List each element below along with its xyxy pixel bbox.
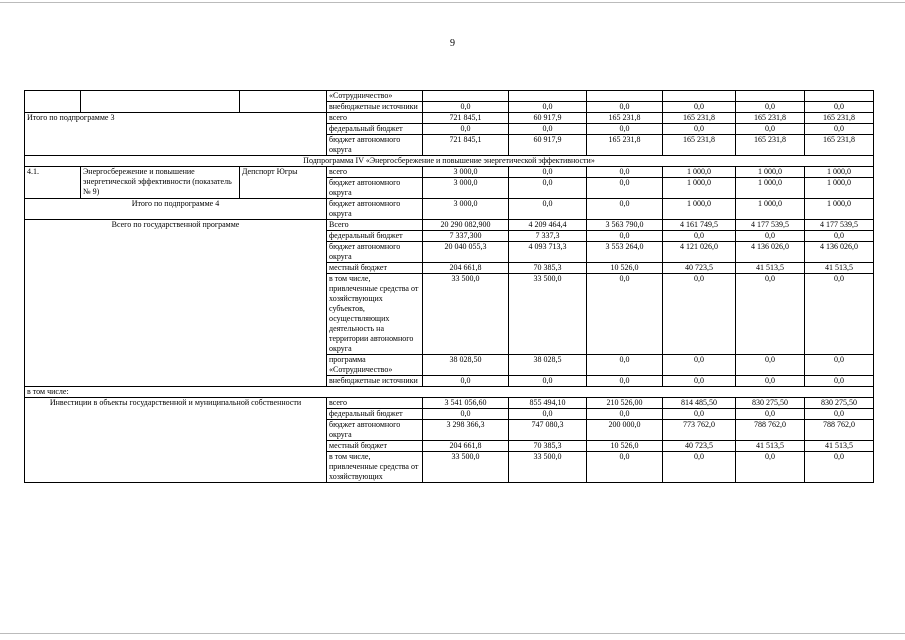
value-cell: 0,0 [736, 355, 805, 376]
row-label: в том числе, привлеченные средства от хозяйствующих [327, 452, 423, 483]
table-row [25, 398, 874, 409]
row-label: федеральный бюджет [327, 409, 423, 420]
value-cell: 0,0 [736, 452, 805, 483]
value-cell: 70 385,3 [509, 441, 587, 452]
row-label: всего [327, 398, 423, 409]
value-cell: 165 231,8 [805, 135, 874, 156]
value-cell: 0,0 [587, 102, 663, 113]
row-label: Всего [327, 220, 423, 231]
value-cell: 7 337,3 [509, 231, 587, 242]
value-cell: 855 494,10 [509, 398, 587, 409]
value-cell: 60 917,9 [509, 113, 587, 124]
row-label: местный бюджет [327, 263, 423, 274]
value-cell: 0,0 [805, 124, 874, 135]
value-cell: 210 526,00 [587, 398, 663, 409]
value-cell: 0,0 [805, 274, 874, 355]
value-cell: 0,0 [587, 178, 663, 199]
value-cell: 204 661,8 [423, 441, 509, 452]
value-cell: 0,0 [805, 376, 874, 387]
row-label: бюджет автономного округа [327, 178, 423, 199]
value-cell: 0,0 [663, 452, 736, 483]
row-label: «Сотрудничество» [327, 91, 423, 102]
value-cell: 721 845,1 [423, 113, 509, 124]
value-cell: 0,0 [805, 355, 874, 376]
value-cell: 40 723,5 [663, 441, 736, 452]
value-cell: 200 000,0 [587, 420, 663, 441]
value-cell: 10 526,0 [587, 441, 663, 452]
value-cell: 830 275,50 [736, 398, 805, 409]
value-cell: 4 209 464,4 [509, 220, 587, 231]
value-cell: 0,0 [736, 376, 805, 387]
value-cell: 0,0 [509, 199, 587, 220]
value-cell: 1 000,0 [663, 178, 736, 199]
value-cell: 0,0 [509, 102, 587, 113]
bottom-scan-edge [0, 633, 905, 634]
table-row [25, 220, 874, 231]
value-cell: 1 000,0 [805, 167, 874, 178]
value-cell: 165 231,8 [736, 113, 805, 124]
subtotal-title: Итого по подпрограмме 3 [25, 113, 327, 156]
value-cell: 165 231,8 [663, 113, 736, 124]
value-cell: 1 000,0 [663, 199, 736, 220]
value-cell: 165 231,8 [587, 135, 663, 156]
row-label: бюджет автономного округа [327, 135, 423, 156]
value-cell: 41 513,5 [805, 441, 874, 452]
row-label: внебюджетные источники [327, 376, 423, 387]
value-cell: 33 500,0 [509, 274, 587, 355]
value-cell: 1 000,0 [736, 199, 805, 220]
value-cell: 0,0 [663, 231, 736, 242]
value-cell: 1 000,0 [736, 167, 805, 178]
value-cell: 70 385,3 [509, 263, 587, 274]
value-cell: 1 000,0 [805, 178, 874, 199]
value-cell: 0,0 [805, 102, 874, 113]
value-cell: 0,0 [587, 409, 663, 420]
value-cell: 10 526,0 [587, 263, 663, 274]
value-cell: 0,0 [736, 274, 805, 355]
value-cell: 0,0 [663, 124, 736, 135]
value-cell: 40 723,5 [663, 263, 736, 274]
row-label: бюджет автономного округа [327, 199, 423, 220]
table-row [25, 156, 874, 167]
value-cell: 747 080,3 [509, 420, 587, 441]
table-row [25, 91, 874, 102]
item-number: 4.1. [25, 167, 81, 199]
value-cell: 0,0 [423, 409, 509, 420]
subtotal-title: Итого по подпрограмме 4 [25, 199, 327, 220]
value-cell: 4 177 539,5 [736, 220, 805, 231]
value-cell: 1 000,0 [663, 167, 736, 178]
value-cell: 0,0 [509, 178, 587, 199]
value-cell: 20 040 055,3 [423, 242, 509, 263]
value-cell: 773 762,0 [663, 420, 736, 441]
value-cell: 41 513,5 [805, 263, 874, 274]
value-cell: 0,0 [736, 102, 805, 113]
value-cell: 38 028,5 [509, 355, 587, 376]
value-cell: 0,0 [509, 167, 587, 178]
top-scan-edge [0, 2, 905, 3]
value-cell: 4 136 026,0 [805, 242, 874, 263]
value-cell: 3 000,0 [423, 167, 509, 178]
section-label: в том числе: [25, 387, 874, 398]
value-cell: 3 298 366,3 [423, 420, 509, 441]
value-cell: 33 500,0 [423, 452, 509, 483]
value-cell: 4 161 749,5 [663, 220, 736, 231]
value-cell: 0,0 [805, 452, 874, 483]
value-cell: 41 513,5 [736, 441, 805, 452]
value-cell: 0,0 [423, 376, 509, 387]
value-cell: 0,0 [805, 409, 874, 420]
table-row [25, 387, 874, 398]
value-cell: 0,0 [509, 124, 587, 135]
grand-total-title: Всего по государственной программе [25, 220, 327, 387]
value-cell: 721 845,1 [423, 135, 509, 156]
row-label: бюджет автономного округа [327, 420, 423, 441]
value-cell: 3 563 790,0 [587, 220, 663, 231]
table-row [25, 199, 874, 220]
value-cell: 0,0 [423, 124, 509, 135]
value-cell: 0,0 [509, 409, 587, 420]
table-row [25, 167, 874, 178]
subprogram-header: Подпрограмма IV «Энергосбережение и повышение энергетической эффективности» [25, 156, 874, 167]
value-cell: 0,0 [587, 167, 663, 178]
value-cell: 0,0 [736, 231, 805, 242]
item-name: Энергосбережение и повышение энергетической эффективности (показатель № 9) [81, 167, 240, 199]
value-cell: 4 121 026,0 [663, 242, 736, 263]
value-cell: 41 513,5 [736, 263, 805, 274]
value-cell: 33 500,0 [423, 274, 509, 355]
row-label: всего [327, 167, 423, 178]
value-cell: 0,0 [663, 102, 736, 113]
value-cell: 165 231,8 [736, 135, 805, 156]
value-cell: 0,0 [587, 355, 663, 376]
row-label: в том числе, привлеченные средства от хозяйствующих субъектов, осуществляющих деятельность на территории автономного округа [327, 274, 423, 355]
value-cell: 0,0 [587, 274, 663, 355]
value-cell: 38 028,50 [423, 355, 509, 376]
value-cell: 7 337,300 [423, 231, 509, 242]
value-cell: 3 553 264,0 [587, 242, 663, 263]
row-label: бюджет автономного округа [327, 242, 423, 263]
value-cell: 0,0 [805, 231, 874, 242]
table-row [25, 113, 874, 124]
value-cell: 1 000,0 [736, 178, 805, 199]
value-cell: 0,0 [663, 409, 736, 420]
value-cell: 788 762,0 [805, 420, 874, 441]
value-cell: 4 093 713,3 [509, 242, 587, 263]
value-cell: 0,0 [423, 102, 509, 113]
value-cell: 814 485,50 [663, 398, 736, 409]
row-label: федеральный бюджет [327, 231, 423, 242]
row-label: федеральный бюджет [327, 124, 423, 135]
value-cell: 204 661,8 [423, 263, 509, 274]
value-cell: 830 275,50 [805, 398, 874, 409]
value-cell: 3 541 056,60 [423, 398, 509, 409]
value-cell: 3 000,0 [423, 199, 509, 220]
value-cell: 20 290 082,900 [423, 220, 509, 231]
value-cell: 0,0 [587, 124, 663, 135]
row-label: внебюджетные источники [327, 102, 423, 113]
row-label: местный бюджет [327, 441, 423, 452]
investment-title: Инвестиции в объекты государственной и муниципальной собственности [25, 398, 327, 483]
value-cell: 0,0 [663, 376, 736, 387]
value-cell: 4 177 539,5 [805, 220, 874, 231]
value-cell: 788 762,0 [736, 420, 805, 441]
value-cell: 0,0 [509, 376, 587, 387]
value-cell: 3 000,0 [423, 178, 509, 199]
page-number: 9 [450, 38, 455, 49]
value-cell: 0,0 [663, 274, 736, 355]
value-cell: 4 136 026,0 [736, 242, 805, 263]
item-org: Депспорт Югры [240, 167, 327, 199]
value-cell: 0,0 [736, 409, 805, 420]
value-cell: 0,0 [587, 452, 663, 483]
value-cell: 33 500,0 [509, 452, 587, 483]
value-cell: 0,0 [587, 199, 663, 220]
value-cell: 165 231,8 [663, 135, 736, 156]
value-cell: 1 000,0 [805, 199, 874, 220]
row-label: всего [327, 113, 423, 124]
value-cell: 0,0 [663, 355, 736, 376]
value-cell: 0,0 [587, 376, 663, 387]
value-cell: 165 231,8 [805, 113, 874, 124]
value-cell: 0,0 [736, 124, 805, 135]
value-cell: 60 917,9 [509, 135, 587, 156]
value-cell: 0,0 [587, 231, 663, 242]
value-cell: 165 231,8 [587, 113, 663, 124]
row-label: программа «Сотрудничество» [327, 355, 423, 376]
budget-table [24, 90, 874, 483]
